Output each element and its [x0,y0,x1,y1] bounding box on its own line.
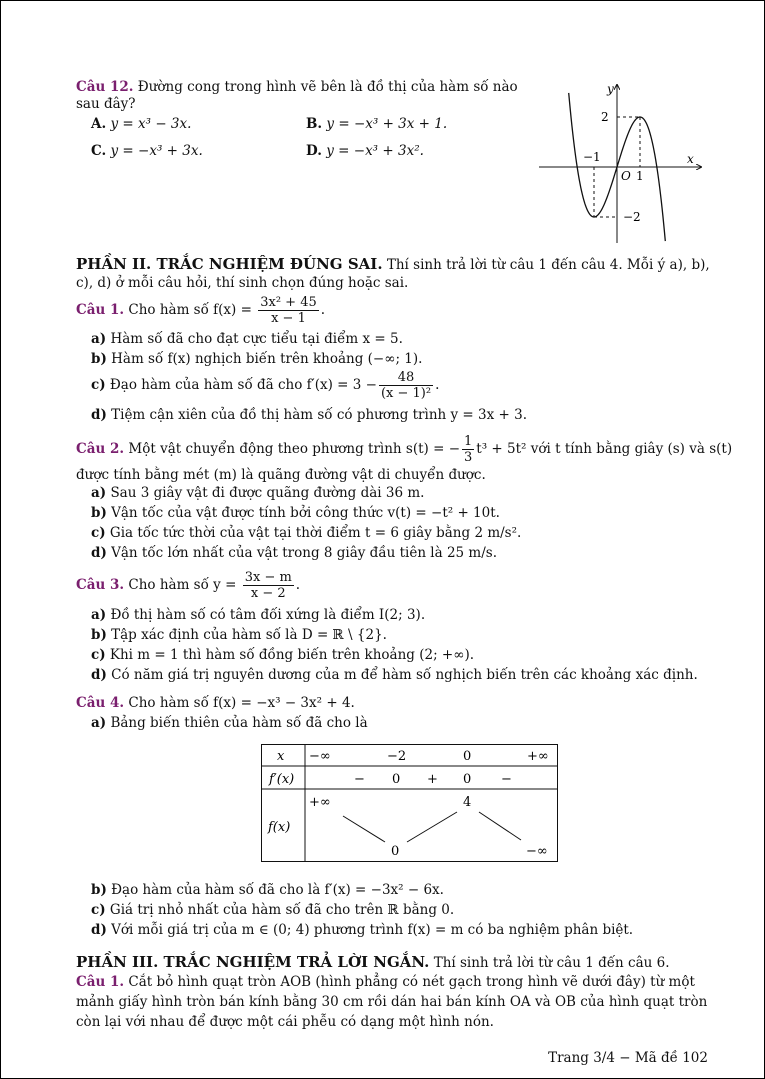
cubic-graph-figure [533,79,708,249]
item-text: Giá trị nhỏ nhất của hàm số đã cho trên ℝ bằng 0. [109,902,455,918]
c4-label: Câu 4. [76,695,125,711]
item-key: d) [91,545,107,561]
part2-heading [76,255,710,274]
p3-c1-text: Cắt bỏ hình quạt tròn AOB (hình phẳng có nét gạch trong hình vẽ dưới đây) từ một [128,974,695,990]
item-text: Vận tốc lớn nhất của vật trong 8 giây đầu tiên là 25 m/s. [111,545,497,561]
item-text: Đạo hàm của hàm số đã cho f′(x) = 3 − [109,377,377,393]
c1-label: Câu 1. [76,302,125,318]
c4-item-b [91,881,444,899]
tick-label-neg1: −1 [583,150,601,164]
decreasing-arrow [479,812,521,840]
q12-option-a [91,115,191,133]
c1-stem: Câu 1. Cho hàm số f(x) = $\frac{\text{3x² + 45}}{x - 1}$ . [76,295,326,326]
item-text: Với mỗi giá trị của m ∈ (0; 4) phương trình f(x) = m có ba nghiệm phân biệt. [111,922,634,938]
item-key: a) [91,485,107,501]
part3-title: PHẦN III. TRẮC NGHIỆM TRẢ LỜI NGẮN. [76,953,430,971]
tick-label-neg2: −2 [623,210,641,224]
x-axis-label: x [687,152,694,166]
part3-desc: Thí sinh trả lời từ câu 1 đến câu 6. [433,955,670,971]
c3-item-c [91,646,474,664]
c1-item-d [91,406,527,424]
denominator: x − 1 [271,311,306,326]
q12-option-c [91,142,203,160]
item-key: d) [91,922,107,938]
sign-value: + [427,772,438,787]
item-key: b) [91,627,107,643]
c3-item-a [91,606,425,624]
c1-c-fraction [379,370,433,401]
y-axis-label: y [607,82,614,96]
option-key: B. [306,116,323,132]
numerator: 1 [464,434,473,449]
option-key: D. [306,143,322,159]
part2-title: PHẦN II. TRẮC NGHIỆM ĐÚNG SAI. [76,255,383,273]
table-header-fprime: f′(x) [269,772,295,787]
item-text: Hàm số f(x) nghịch biến trên khoảng (−∞; 1). [111,351,423,367]
x-value: 0 [463,749,472,764]
c2-item-a [91,484,424,502]
origin-label: O [621,169,631,183]
p3-c1-line2: mảnh giấy hình tròn bán kính bằng 30 cm rồi dán hai bán kính OA và OB của hình quạt tròn [76,994,708,1010]
c4-item-a [91,714,368,732]
item-text: Đồ thị hàm số có tâm đối xứng là điểm I(2; 3). [110,607,426,623]
p3-c1-line1 [76,973,695,991]
item-text: Có năm giá trị nguyên dương của m để hàm số nghịch biến trên các khoảng xác định. [111,667,698,683]
sign-value: − [501,772,512,787]
p3-c1-line3: còn lại với nhau để được một cái phễu có dạng một hình nón. [76,1014,494,1030]
item-text: Bảng biến thiên của hàm số đã cho là [110,715,368,731]
decreasing-arrow [343,816,385,842]
denominator: x − 2 [250,586,286,601]
q12-label: Câu 12. [76,79,134,95]
option-text: y = −x³ + 3x + 1. [326,116,448,132]
c4-stem [76,694,355,712]
item-text: Vận tốc của vật được tính bởi công thức v(t) = −t² + 10t. [111,505,500,521]
f-value: +∞ [309,795,331,810]
item-key: b) [91,351,107,367]
c2-stem-pre: Một vật chuyển động theo phương trình s(t) = − [128,441,461,457]
item-key: a) [91,715,107,731]
item-text: Khi m = 1 thì hàm số đồng biến trên khoảng (2; +∞). [109,647,475,663]
c2-item-b [91,504,500,522]
c3-stem: Câu 3. Cho hàm số y = $\frac{3x - m}{x - 2}$ . [76,570,301,601]
c3-item-b [91,626,387,644]
item-key: c) [91,902,106,918]
q12-stem-text: Đường cong trong hình vẽ bên là đồ thị của hàm số nào [137,79,518,95]
sign-value: − [354,772,365,787]
item-key: b) [91,882,107,898]
item-key: c) [91,377,106,393]
x-value: −2 [387,749,407,764]
c3-fraction [243,570,294,601]
option-key: A. [91,116,107,132]
q12-option-b [306,115,447,133]
c3-stem-text: Cho hàm số y = [128,577,237,593]
c2-stem-post: t³ + 5t² với t tính bằng giây (s) và s(t) [476,441,733,457]
item-text: Sau 3 giây vật đi được quãng đường dài 36 m. [110,485,425,501]
c1-fraction [258,295,319,326]
variation-table [261,744,559,864]
q12-stem-line1 [76,78,518,96]
c4-stem-text: Cho hàm số f(x) = −x³ − 3x² + 4. [128,695,355,711]
c2-fraction [462,434,474,465]
tick-label-2: 2 [601,110,609,124]
c4-item-c [91,901,454,919]
x-value: −∞ [309,749,331,764]
item-text: Gia tốc tức thời của vật tại thời điểm t = 6 giây bằng 2 m/s². [109,525,522,541]
c2-stem-line2: được tính bằng mét (m) là quãng đường vật di chuyển được. [76,467,486,483]
c1-item-c: c) Đạo hàm của hàm số đã cho f′(x) = 3 − $\frac{48}{\text{(x − 1)²}}$ . [91,370,440,401]
c2-item-c [91,524,521,542]
c2-item-d [91,544,497,562]
c2-label: Câu 2. [76,441,125,457]
item-text: Tập xác định của hàm số là D = ℝ \ {2}. [111,627,387,643]
c4-item-d [91,921,633,939]
item-key: b) [91,505,107,521]
option-key: C. [91,143,107,159]
numerator: 3x² + 45 [260,295,317,310]
item-text: Tiệm cận xiên của đồ thị hàm số có phương trình y = 3x + 3. [111,407,528,423]
item-key: c) [91,525,106,541]
denominator: 3 [464,450,473,465]
f-value: 4 [463,795,472,810]
part2-desc-line2: c), d) ở mỗi câu hỏi, thí sinh chọn đúng hoặc sai. [76,275,409,291]
c1-stem-text: Cho hàm số f(x) = [128,302,252,318]
f-value: 0 [391,844,400,859]
item-text: Đạo hàm của hàm số đã cho là f′(x) = −3x² − 6x. [111,882,444,898]
part2-desc: Thí sinh trả lời từ câu 1 đến câu 4. Mỗi ý a), b), [386,257,710,273]
p3-c1-label: Câu 1. [76,974,125,990]
part3-heading [76,953,670,972]
page-footer: Trang 3/4 − Mã đề 102 [548,1050,708,1066]
denominator: (x − 1)² [380,386,432,401]
numerator: 3x − m [244,570,292,585]
item-key: d) [91,407,107,423]
item-key: c) [91,647,106,663]
c2-stem [76,431,732,467]
item-key: a) [91,607,107,623]
numerator: 48 [379,370,433,386]
c3-label: Câu 3. [76,577,125,593]
option-text: y = −x³ + 3x². [326,143,424,159]
item-key: d) [91,667,107,683]
item-text: Hàm số đã cho đạt cực tiểu tại điểm x = 5. [110,331,403,347]
table-header-x: x [277,749,285,764]
sign-value: 0 [392,772,401,787]
table-header-f: f(x) [268,820,291,835]
increasing-arrow [407,812,457,842]
option-text: y = x³ − 3x. [110,116,192,132]
x-value: +∞ [527,749,549,764]
sign-value: 0 [463,772,472,787]
c1-item-a [91,330,403,348]
q12-option-d [306,142,424,160]
c3-item-d [91,666,698,684]
option-text: y = −x³ + 3x. [110,143,203,159]
f-value: −∞ [526,844,548,859]
item-key: a) [91,331,107,347]
tick-label-1: 1 [636,169,644,183]
q12-stem-line2: sau đây? [76,96,136,112]
